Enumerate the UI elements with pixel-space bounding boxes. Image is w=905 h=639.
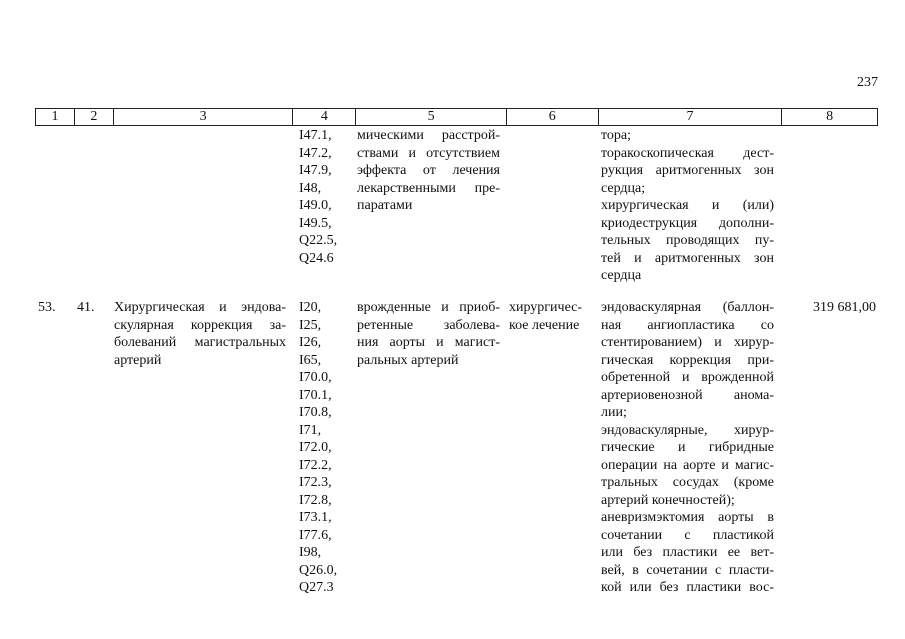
text-line: рукция аритмогенных зон bbox=[601, 163, 774, 178]
text-line: обретенной и врожденной bbox=[601, 370, 774, 385]
list-item: I26, bbox=[299, 335, 322, 350]
text-line: сочетании с пластикой bbox=[601, 527, 774, 543]
text-line: паратами bbox=[357, 198, 413, 213]
list-item: I73.1, bbox=[299, 510, 332, 525]
text-line: артериовенозной анома- bbox=[601, 387, 774, 403]
text-line: кое лечение bbox=[509, 317, 580, 333]
list-item: I49.0, bbox=[299, 198, 332, 213]
group-number: 41. bbox=[77, 300, 95, 315]
list-item: Q26.0, bbox=[299, 562, 338, 578]
text-line: эффекта от лечения bbox=[357, 163, 500, 178]
table-header-row bbox=[35, 108, 878, 126]
row2-model-description bbox=[357, 299, 500, 369]
header-col-1: 1 bbox=[36, 109, 75, 125]
row1-treatment-method bbox=[601, 127, 774, 285]
row2-icd-codes bbox=[299, 299, 354, 597]
text-line: ретенные заболева- bbox=[357, 317, 500, 333]
text-line: скулярная коррекция за- bbox=[114, 317, 286, 333]
text-line: стентированием) и хирур- bbox=[601, 335, 774, 350]
text-line: лекарственными пре- bbox=[357, 180, 500, 196]
text-line: ния аорты и магист- bbox=[357, 335, 500, 350]
list-item: I70.8, bbox=[299, 405, 332, 420]
text-line: врожденные и приоб- bbox=[357, 300, 500, 315]
list-item: I49.5, bbox=[299, 215, 332, 231]
list-item: I47.1, bbox=[299, 128, 332, 143]
list-item: I77.6, bbox=[299, 527, 332, 543]
row1-model-description bbox=[357, 127, 500, 215]
header-col-2: 2 bbox=[75, 109, 114, 125]
list-item: I47.2, bbox=[299, 145, 332, 161]
list-item: I70.0, bbox=[299, 370, 332, 385]
list-item: Q27.3 bbox=[299, 580, 334, 595]
text-line: кой или без пластики вос- bbox=[601, 580, 774, 595]
text-line: или без пластики ее вет- bbox=[601, 545, 774, 560]
list-item: I65, bbox=[299, 352, 322, 368]
list-item: I72.2, bbox=[299, 457, 332, 473]
list-item: I72.0, bbox=[299, 440, 332, 455]
text-line: тральных сосудах (кроме bbox=[601, 475, 774, 490]
row1-icd-codes bbox=[299, 127, 354, 267]
text-line: аневризмэктомия аорты в bbox=[601, 510, 774, 525]
header-col-4: 4 bbox=[293, 109, 356, 125]
text-line: Хирургическая и эндова- bbox=[114, 300, 286, 315]
text-line: лии; bbox=[601, 405, 627, 420]
text-line: тельных проводящих пу- bbox=[601, 233, 774, 248]
list-item: I20, bbox=[299, 300, 322, 315]
text-line: тора; bbox=[601, 128, 632, 143]
row-number: 53. bbox=[38, 300, 56, 315]
row2-care-profile bbox=[114, 299, 286, 369]
text-line: ная ангиопластика со bbox=[601, 317, 774, 333]
text-line: ральных артерий bbox=[357, 352, 459, 368]
header-col-3: 3 bbox=[114, 109, 294, 125]
text-line: операции на аорте и магис- bbox=[601, 457, 774, 473]
list-item: I25, bbox=[299, 317, 322, 333]
list-item: Q22.5, bbox=[299, 233, 338, 248]
text-line: сердца bbox=[601, 268, 642, 283]
text-line: артерий bbox=[114, 352, 162, 368]
row2-treatment-method bbox=[601, 299, 774, 597]
list-item: I71, bbox=[299, 422, 322, 438]
text-line: гическая коррекция при- bbox=[601, 352, 774, 368]
text-line: криодеструкция дополни- bbox=[601, 215, 774, 231]
page-number: 237 bbox=[857, 75, 878, 90]
list-item: Q24.6 bbox=[299, 250, 334, 266]
list-item: I72.8, bbox=[299, 492, 332, 508]
text-line: тей и аритмогенных зон bbox=[601, 250, 774, 266]
header-col-5: 5 bbox=[356, 109, 507, 125]
text-line: болеваний магистральных bbox=[114, 335, 286, 350]
text-line: гические и гибридные bbox=[601, 440, 774, 455]
row2-treatment-type bbox=[509, 299, 594, 334]
list-item: I72.3, bbox=[299, 475, 332, 490]
text-line: вей, в сочетании с пласти- bbox=[601, 562, 774, 578]
list-item: I47.9, bbox=[299, 163, 332, 178]
text-line: эндоваскулярные, хирур- bbox=[601, 422, 774, 438]
text-line: ствами и отсутствием bbox=[357, 145, 500, 161]
header-col-7: 7 bbox=[599, 109, 783, 125]
text-line: хирургичес- bbox=[509, 300, 583, 315]
header-col-6: 6 bbox=[507, 109, 599, 125]
header-col-8: 8 bbox=[826, 109, 834, 124]
list-item: I98, bbox=[299, 545, 322, 560]
text-line: артерий конечностей); bbox=[601, 492, 735, 508]
text-line: торакоскопическая дест- bbox=[601, 145, 774, 161]
list-item: I70.1, bbox=[299, 387, 332, 403]
list-item: I48, bbox=[299, 180, 322, 196]
text-line: эндоваскулярная (баллон- bbox=[601, 300, 774, 315]
text-line: мическими расстрой- bbox=[357, 128, 500, 143]
row2-cost: 319 681,00 bbox=[813, 300, 876, 315]
text-line: хирургическая и (или) bbox=[601, 198, 774, 213]
text-line: сердца; bbox=[601, 180, 646, 196]
